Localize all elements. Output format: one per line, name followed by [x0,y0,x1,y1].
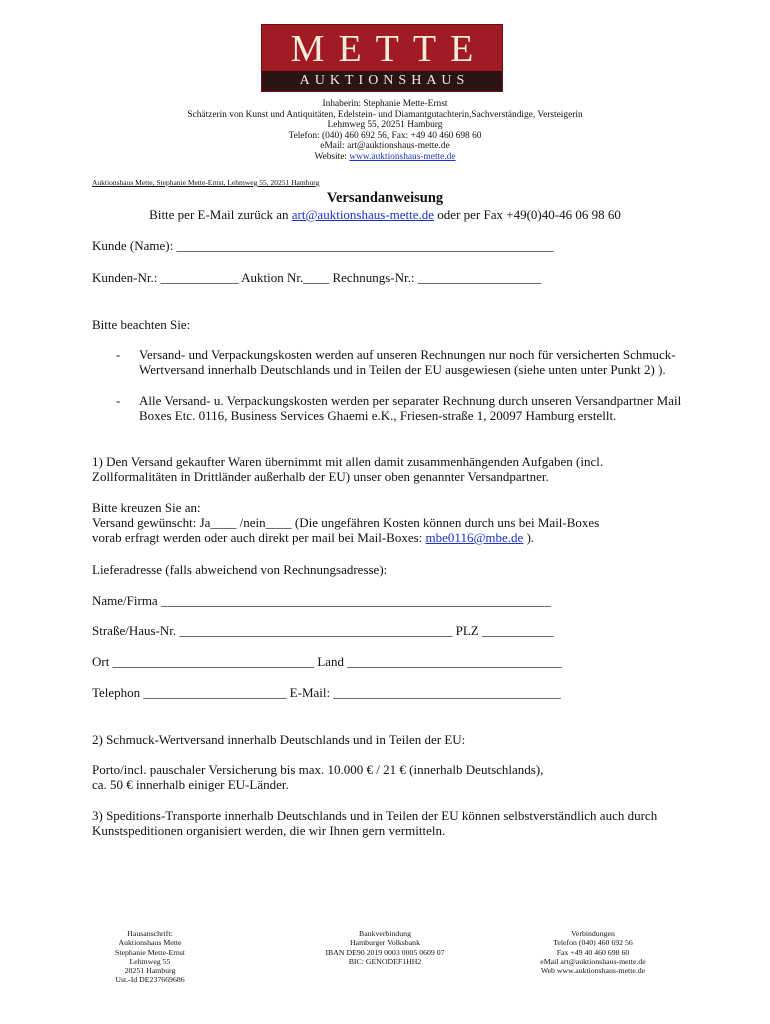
logo-subtitle: AUKTIONSHAUS [299,73,470,88]
footer-line: Hamburger Volksbank [350,938,420,948]
customer-name-field[interactable]: Kunde (Name): __________________________________________________________ [92,238,554,253]
delivery-name-field[interactable]: Name/Firma ____________________________________________________________ [92,593,551,608]
footer-line: Stephanie Mette-Ernst [115,947,185,957]
profession-line: Schätzerin von Kunst und Antiquitäten, Edelstein- und Diamantgutachterin,Sachverständige, Versteigerin [187,109,583,120]
website-link[interactable]: www.auktionshaus-mette.de [349,151,456,162]
section-2-heading: 2) Schmuck-Wertversand innerhalb Deutschlands und in Teilen der EU: [92,732,466,747]
return-instructions-after: oder per Fax +49(0)40-46 06 98 60 [434,207,621,222]
tick-instruction: Bitte kreuzen Sie an: [92,500,201,515]
customer-numbers-field[interactable]: Kunden-Nr.: ____________ Auktion Nr.____ Rechnungs-Nr.: ___________________ [92,270,542,285]
delivery-phone-field[interactable]: Telephon ______________________ E-Mail: ___________________________________ [92,685,561,700]
section-2-line-2: ca. 50 € innerhalb einiger EU-Länder. [92,777,289,792]
return-email-link[interactable]: art@auktionshaus-mette.de [291,207,435,222]
website-label: Website: [314,151,350,162]
return-address: Auktionshaus Mette, Stephanie Mette-Ernst, Lehmweg 55, 20251 Hamburg [92,178,320,187]
phone-line: Telefon: (040) 460 692 56, Fax: +49 40 460 698 60 [288,130,482,141]
return-instructions [0,207,770,223]
section-2-line-1: Porto/incl. pauschaler Versicherung bis max. 10.000 € / 21 € (innerhalb Deutschlands), [92,762,544,777]
footer-line: Fax +49 40 460 698 60 [556,947,630,957]
footer-line: Telefon (040) 460 692 56 [553,938,633,948]
bullet-dash: - [116,347,121,362]
logo-wordmark: METTE [290,28,488,70]
owner-line: Inhaberin: Stephanie Mette-Ernst [322,99,448,109]
delivery-heading: Lieferadresse (falls abweichend von Rechnungsadresse): [92,562,388,577]
return-instructions-before: Bitte per E-Mail zurück an [149,207,292,222]
mailboxes-contact-before: vorab erfragt werden oder auch direkt per mail bei Mail-Boxes: [92,530,426,545]
bullet-dash: - [116,393,121,408]
footer-line: Ust.-Id DE237669686 [115,975,185,985]
footer-line: Verbindungen [571,929,615,938]
website-line [120,152,650,163]
mailboxes-contact-after: ). [523,530,535,545]
footer-line: Auktionshaus Mette [118,938,182,948]
shipping-wish-field[interactable]: Versand gewünscht: Ja____ /nein____ (Die ungefähren Kosten können durch uns bei Mail-Boxes [92,515,600,530]
footer-address [80,929,220,985]
mailboxes-contact-line [92,530,534,546]
section-3-text: 3) Speditions-Transporte innerhalb Deutschlands und in Teilen der EU können selbstverständlich auch durch Kunstspeditionen organisiert werden, die wir Ihnen gern vermitteln. [92,808,658,839]
auction-house-logo [261,24,503,92]
footer-line: Web www.auktionshaus-mette.de [540,966,646,976]
email-line: eMail: art@auktionshaus-mette.de [320,141,450,152]
footer-bank [300,929,470,966]
street-line: Lehmweg 55, 20251 Hamburg [327,120,443,131]
mailboxes-email-link[interactable]: mbe0116@mbe.de [425,530,524,545]
notes-heading: Bitte beachten Sie: [92,317,191,332]
footer-line: Bankverbindung [359,929,411,938]
footer-line: 20251 Hamburg [124,966,176,976]
section-1-text: 1) Den Versand gekaufter Waren übernimmt mit allen damit zusammenhängenden Aufgaben (incl. Zollformalitäten in Drittländer außerhalb der EU) unser oben genannter Versandpartner. [92,454,604,485]
letterhead-info [120,99,650,163]
bullet-item: Alle Versand- u. Verpackungskosten werden per separater Rechnung durch unseren Versandpartner Mail Boxes Etc. 0116, Business Services Ghaemi e.K., Friesen-straße 1, 20097 Hamburg erstellt. [139,393,682,424]
bullet-item: Versand- und Verpackungskosten werden auf unseren Rechnungen nur noch für versicherten Schmuck-Wertversand innerhalb Deutschlands und in Teilen der EU ausgewiesen (siehe unten unter Punkt 2) ). [139,347,676,378]
document-title: Versandanweisung [326,190,444,206]
delivery-city-field[interactable]: Ort _______________________________ Land _________________________________ [92,654,562,669]
footer-line: eMail art@auktionshaus-mette.de [540,956,646,966]
footer-line: IBAN DE90 2019 0003 0005 0609 07 [325,947,445,957]
delivery-street-field[interactable]: Straße/Haus-Nr. __________________________________________ PLZ ___________ [92,623,554,638]
footer-line: Hausanschrift: [127,929,173,938]
footer-line: BIC: GENODEF1HH2 [348,956,422,966]
footer-contact [508,929,678,975]
footer-line: Lehmweg 55 [129,956,171,966]
